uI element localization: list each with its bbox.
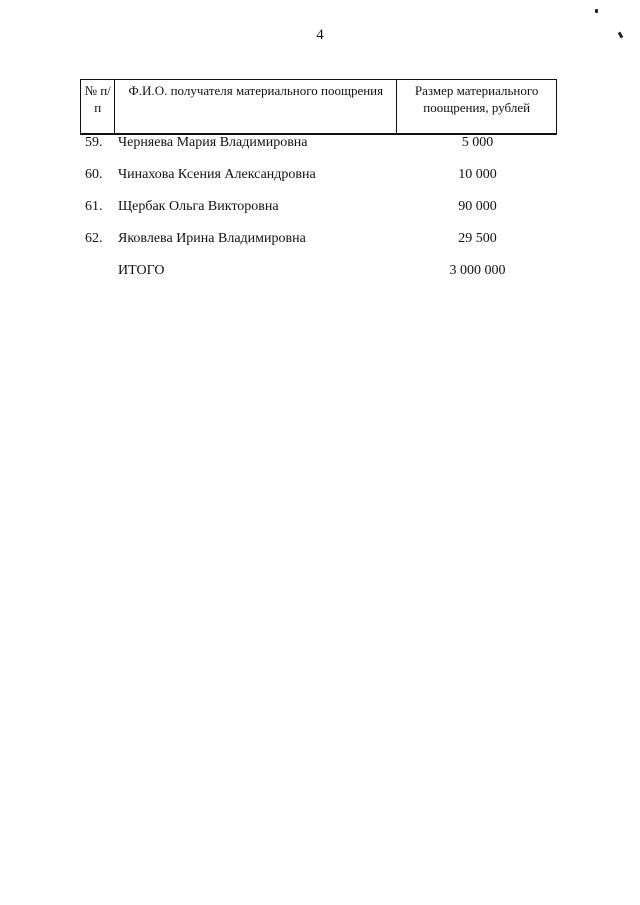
recipient-name: Яковлева Ирина Владимировна	[118, 231, 306, 246]
header-number: № п/п	[81, 80, 115, 135]
table-row	[0, 229, 640, 249]
table-row	[0, 165, 640, 185]
page-number: 4	[316, 27, 324, 43]
recipient-name: Черняева Мария Владимировна	[118, 135, 308, 150]
row-number: 59.	[85, 135, 103, 150]
total-row	[0, 261, 640, 281]
header-recipient-name: Ф.И.О. получателя материального поощрения	[115, 80, 397, 135]
total-label: ИТОГО	[118, 263, 165, 278]
table-row	[0, 197, 640, 217]
reward-amount: 29 500	[458, 231, 497, 246]
recipient-name: Щербак Ольга Викторовна	[118, 199, 279, 214]
row-number: 61.	[85, 199, 103, 214]
header-row	[81, 80, 557, 135]
reward-amount: 5 000	[461, 135, 494, 150]
total-amount: 3 000 000	[449, 263, 506, 278]
reward-amount: 90 000	[458, 199, 497, 214]
recipients-table-header	[80, 79, 557, 135]
row-number: 60.	[85, 167, 103, 182]
recipient-name: Чинахова Ксения Александровна	[118, 167, 316, 182]
header-amount: Размер материального поощрения, рублей	[397, 80, 557, 135]
row-number: 62.	[85, 231, 103, 246]
reward-amount: 10 000	[458, 167, 497, 182]
scan-speck	[595, 9, 598, 13]
table-row	[0, 133, 640, 153]
